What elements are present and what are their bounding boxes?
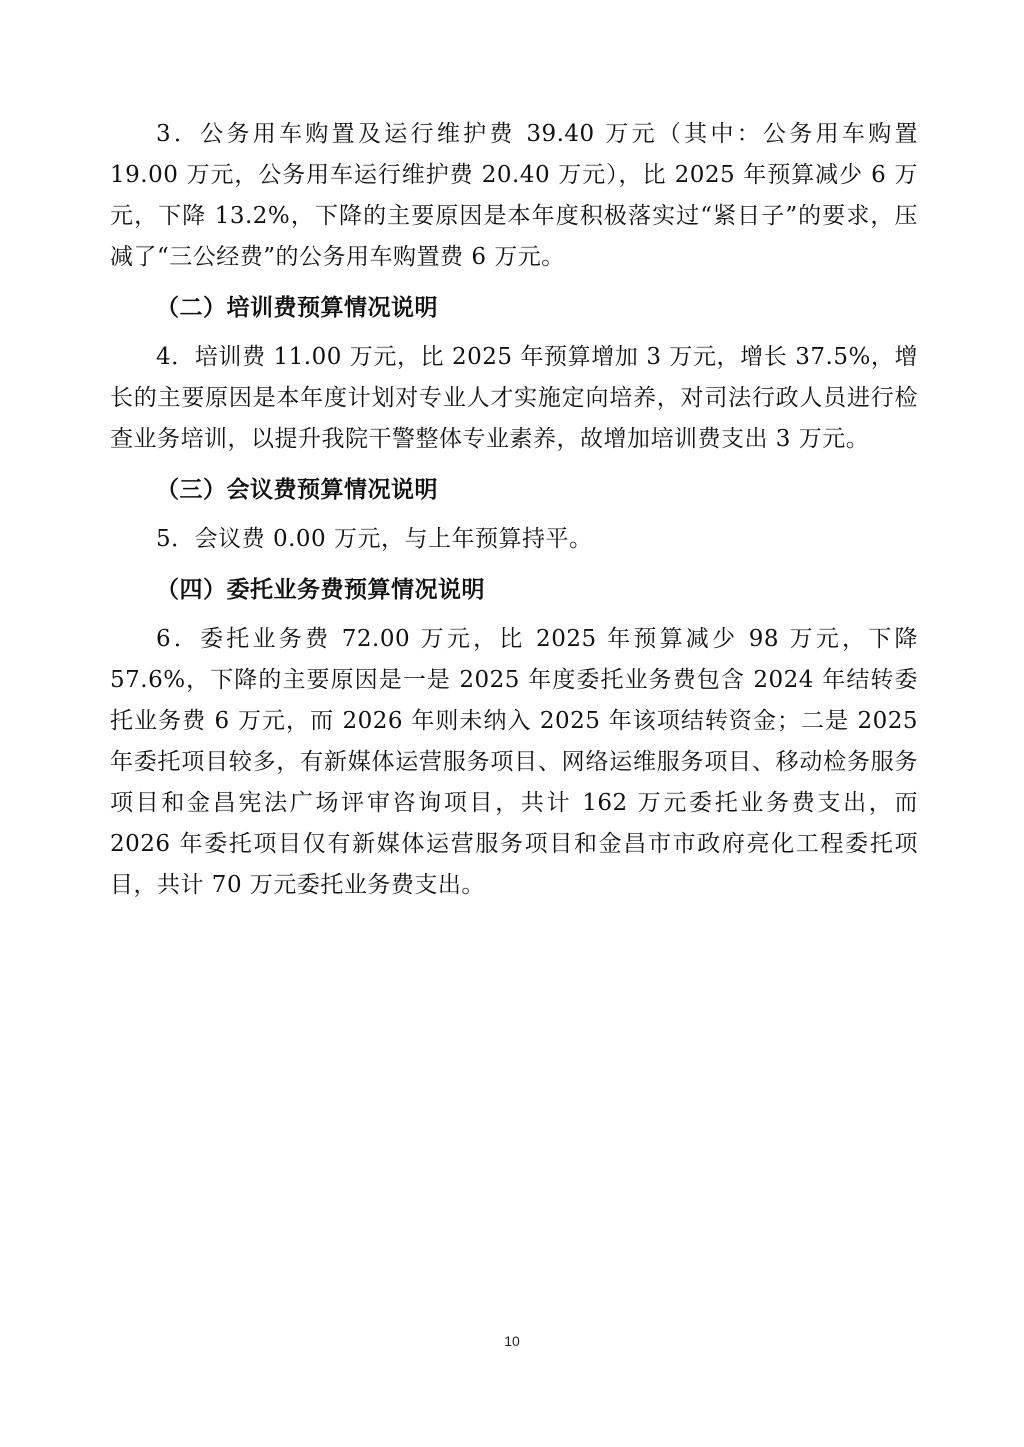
heading-commission-fees: （四）委托业务费预算情况说明 [156,576,485,603]
paragraph-vehicle-costs: 3．公务用车购置及运行维护费 39.40 万元（其中：公务用车购置 19.00 万元，公务用车运行维护费 20.40 万元），比 2025 年预算减少 6 万元，下降 13.2%，下降的主要原因是本年度积极落实过“紧日子”的要求，压减了“三公经费”的公务用车购置费 6 万元。 [110,121,918,270]
document-body [110,114,918,906]
paragraph-training-fees: 4．培训费 11.00 万元，比 2025 年预算增加 3 万元，增长 37.5%，增长的主要原因是本年度计划对专业人才实施定向培养，对司法行政人员进行检查业务培训，以提升我院干警整体专业素养，故增加培训费支出 3 万元。 [110,344,918,452]
heading-training-fees: （二）培训费预算情况说明 [156,294,438,321]
page-number: 10 [504,1333,520,1349]
paragraph-commission-fees: 6．委托业务费 72.00 万元，比 2025 年预算减少 98 万元，下降 57.6%，下降的主要原因是一是 2025 年度委托业务费包含 2024 年结转委托业务费 6 万元，而 2026 年则未纳入 2025 年该项结转资金；二是 2025 年委托项目较多，有新媒体运营服务项目、网络运维服务项目、移动检务服务项目和金昌宪法广场评审咨询项目，共计 162 万元委托业务费支出，而 2026 年委托项目仅有新媒体运营服务项目和金昌市市政府亮化工程委托项目，共计 70 万元委托业务费支出。 [110,626,918,898]
heading-meeting-fees: （三）会议费预算情况说明 [156,476,438,503]
paragraph-meeting-fees: 5．会议费 0.00 万元，与上年预算持平。 [156,526,593,552]
